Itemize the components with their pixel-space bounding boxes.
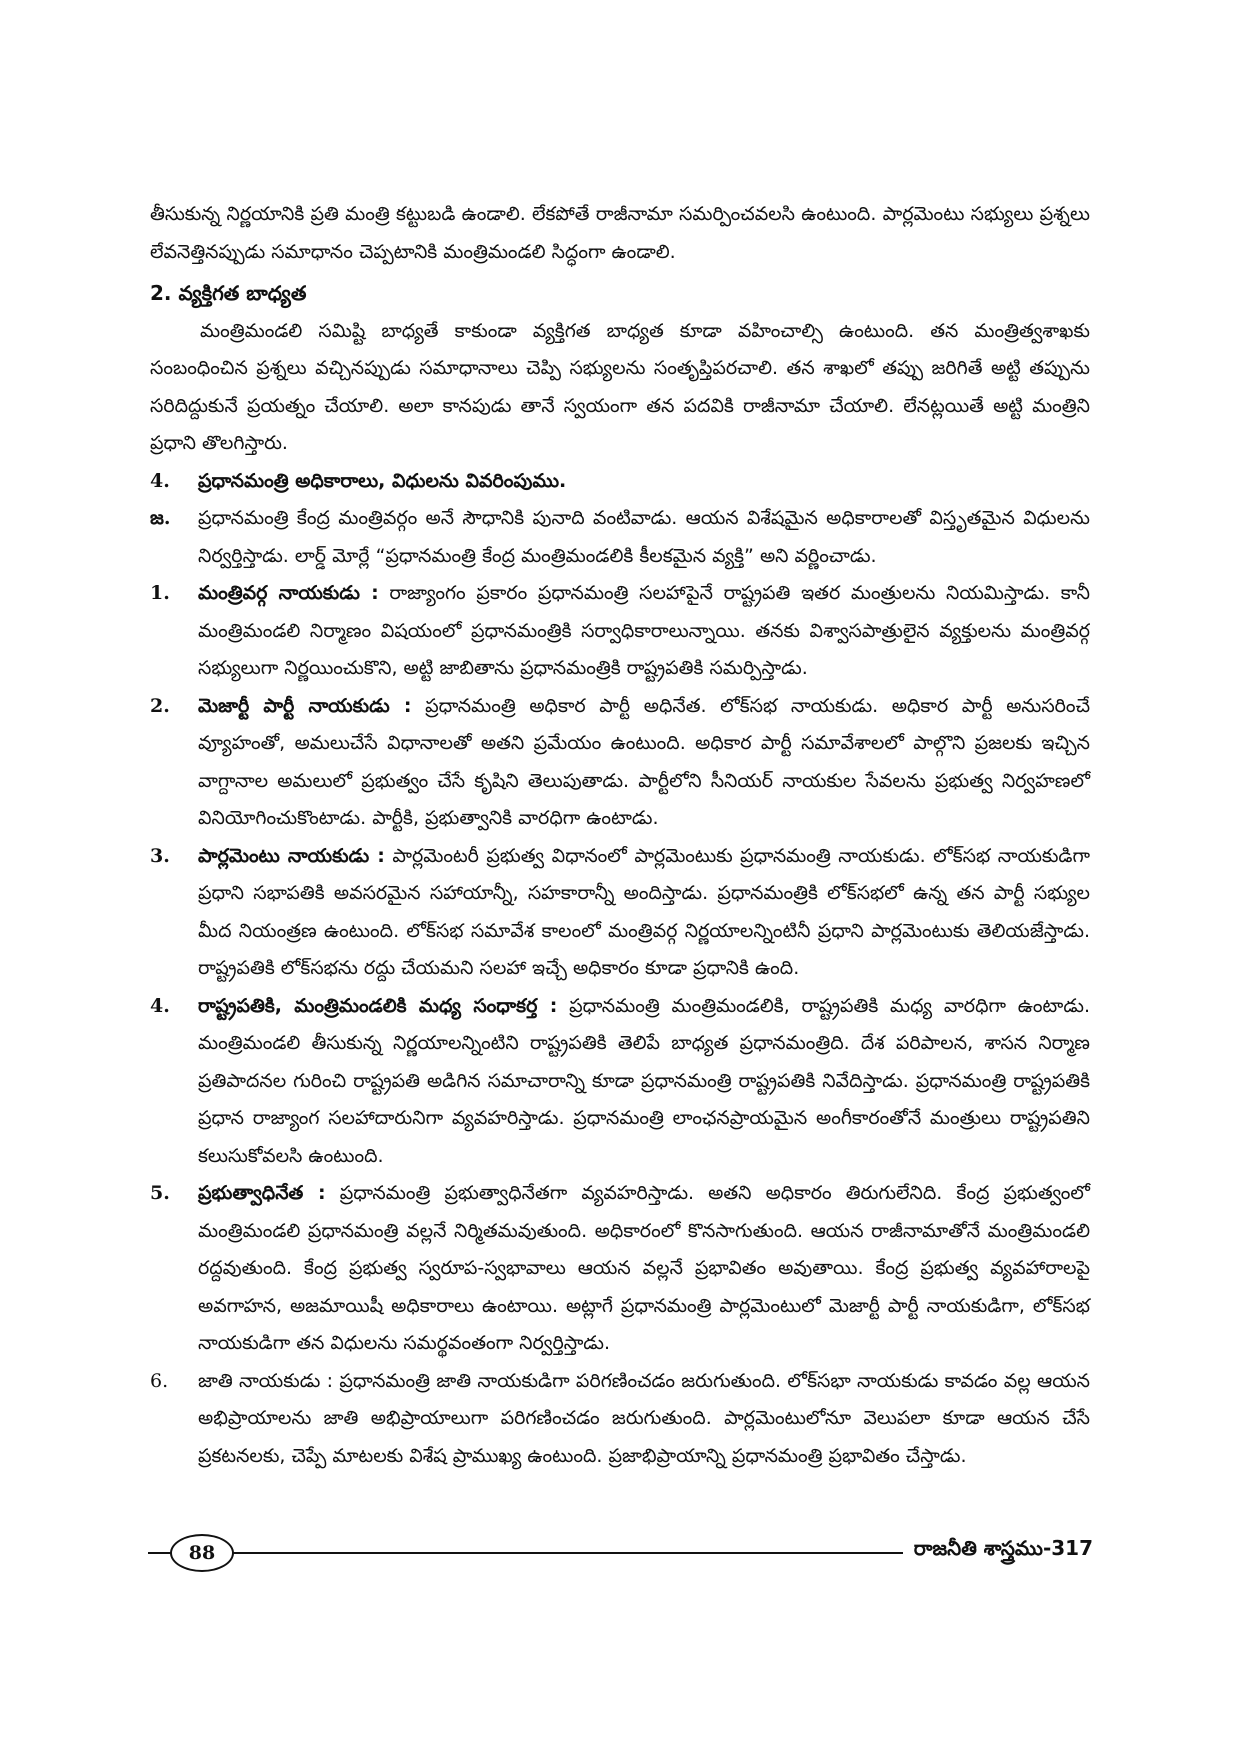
list-item-3 [150,838,1090,988]
question-text: ప్రధానమంత్రి అధికారాలు, విధులను వివరింపుము. [198,469,567,492]
list-item-body [198,1175,1090,1363]
list-item-1 [150,575,1090,688]
list-item-5 [150,1175,1090,1363]
list-item-body [198,688,1090,838]
page-footer [148,1532,1093,1572]
section-heading: 2. వ్యక్తిగత బాధ్యత [150,281,307,305]
question-number: 4. [150,469,170,492]
list-item-number: 6. [150,1369,169,1392]
list-item-text: జాతి నాయకుడు : ప్రధానమంత్రి జాతి నాయకుడిగా పరిగణించడం జరుగుతుంది. లోక్‌సభా నాయకుడు కావడం వల్ల ఆయన అభిప్రాయాలను జాతి అభిప్రాయాలుగా పరిగణించడం జరుగుతుంది. పార్లమెంటులోనూ వెలుపలా కూడా ఆయన చేసే ప్రకటనలకు, చెప్పే మాటలకు విశేష ప్రాముఖ్య ఉంటుంది. ప్రజాభిప్రాయాన్ని ప్రధానమంత్రి ప్రభావితం చేస్తాడు. [198,1369,1090,1467]
list-item-body [198,1363,1090,1476]
answer-row [150,500,1090,575]
list-item-term: ప్రభుత్వాధినేత : [198,1182,326,1204]
list-item-body [198,575,1090,688]
list-item-term: మంత్రివర్గ నాయకుడు : [198,582,379,604]
book-title: రాజనీతి శాస్త్రము-317 [913,1536,1093,1560]
list-item-number: 5. [150,1182,170,1204]
paragraph-continuation: తీసుకున్న నిర్ణయానికి ప్రతి మంత్రి కట్టుబడి ఉండాలి. లేకపోతే రాజీనామా సమర్పించవలసి ఉంటుంది. పార్లమెంటు సభ్యులు ప్రశ్నలు లేవనెత్తినప్పుడు సమాధానం చెప్పటానికి మంత్రిమండలి సిద్ధంగా ఉండాలి. [150,203,1090,263]
list-item-2 [150,688,1090,838]
answer-intro: ప్రధానమంత్రి కేంద్ర మంత్రివర్గం అనే సౌధానికి పునాది వంటివాడు. ఆయన విశేషమైన అధికారాలతో విస్తృతమైన విధులను నిర్వర్తిస్తాడు. లార్డ్ మోర్లే “ప్రధానమంత్రి కేంద్ర మంత్రిమండలికి కీలకమైన వ్యక్తి” అని వర్ణించాడు. [198,507,1090,567]
list-item-number: 2. [150,694,170,717]
list-item-term: పార్లమెంటు నాయకుడు : [198,844,385,867]
footer-rule [148,1552,903,1554]
answer-label: జ. [150,507,171,529]
list-item-body [198,988,1090,1176]
list-item-text: రాజ్యాంగం ప్రకారం ప్రధానమంత్రి సలహాపైనే రాష్ట్రపతి ఇతర మంత్రులను నియమిస్తాడు. కానీ మంత్రిమండలి నిర్మాణం విషయంలో ప్రధానమంత్రికి సర్వాధికారాలున్నాయి. తనకు విశ్వాసపాత్రులైన వ్యక్తులను మంత్రివర్గ సభ్యులుగా నిర్ణయించుకొని, అట్టి జాబితాను ప్రధానమంత్రికి రాష్ట్రపతికి సమర్పిస్తాడు. [198,582,1090,679]
list-item-number: 1. [150,582,170,604]
list-item-4 [150,988,1090,1176]
page-number: 88 [170,1534,234,1572]
list-item-text: పార్లమెంటరీ ప్రభుత్వ విధానంలో పార్లమెంటుకు ప్రధానమంత్రి నాయకుడు. లోక్‌సభ నాయకుడిగా ప్రధాని సభాపతికి అవసరమైన సహాయాన్నీ, సహకారాన్నీ అందిస్తాడు. ప్రధానమంత్రికి లోక్‌సభలో ఉన్న తన పార్టీ సభ్యుల మీద నియంత్రణ ఉంటుంది. లోక్‌సభ సమావేశ కాలంలో మంత్రివర్గ నిర్ణయాలన్నింటినీ ప్రధాని పార్లమెంటుకు తెలియజేస్తాడు. రాష్ట్రపతికి లోక్‌సభను రద్దు చేయమని సలహా ఇచ్చే అధికారం కూడా ప్రధానికి ఉంది. [198,844,1090,979]
list-item-term: రాష్ట్రపతికి, మంత్రిమండలికి మధ్య సంధాకర్త : [198,994,558,1017]
paragraph-individual-responsibility: మంత్రిమండలి సమిష్టి బాధ్యతే కాకుండా వ్యక్తిగత బాధ్యత కూడా వహించాల్సి ఉంటుంది. తన మంత్రిత్వశాఖకు సంబంధించిన ప్రశ్నలు వచ్చినప్పుడు సమాధానాలు చెప్పి సభ్యులను సంతృప్తిపరచాలి. తన శాఖలో తప్పు జరిగితే అట్టి తప్పును సరిదిద్దుకునే ప్రయత్నం చేయాలి. అలా కానపుడు తానే స్వయంగా తన పదవికి రాజీనామా చేయాలి. లేనట్లయితే అట్టి మంత్రిని ప్రధాని తొలగిస్తారు. [150,319,1090,454]
list-item-6 [150,1363,1090,1476]
list-item-body [198,838,1090,988]
list-item-text: ప్రధానమంత్రి మంత్రిమండలికి, రాష్ట్రపతికి మధ్య వారధిగా ఉంటాడు. మంత్రిమండలి తీసుకున్న నిర్ణయాలన్నింటిని రాష్ట్రపతికి తెలిపే బాధ్యత ప్రధానమంత్రిది. దేశ పరిపాలన, శాసన నిర్మాణ ప్రతిపాదనల గురించి రాష్ట్రపతి అడిగిన సమాచారాన్ని కూడా ప్రధానమంత్రి రాష్ట్రపతికి నివేదిస్తాడు. ప్రధానమంత్రి రాష్ట్రపతికి ప్రధాన రాజ్యాంగ సలహాదారునిగా వ్యవహరిస్తాడు. ప్రధానమంత్రి లాంఛనప్రాయమైన అంగీకారంతోనే మంత్రులు రాష్ట్రపతిని కలుసుకోవలసి ఉంటుంది. [198,994,1091,1167]
page-content [150,196,1090,1475]
list-item-term: మెజార్టీ పార్టీ నాయకుడు : [198,694,412,717]
question-row [150,463,1090,501]
list-item-number: 3. [150,844,170,867]
list-item-text: ప్రధానమంత్రి అధికార పార్టీ అధినేత. లోక్‌సభ నాయకుడు. అధికార పార్టీ అనుసరించే వ్యూహంతో, అమలుచేసే విధానాలతో అతని ప్రమేయం ఉంటుంది. అధికార పార్టీ సమావేశాలలో పాల్గొని ప్రజలకు ఇచ్చిన వాగ్దానాల అమలులో ప్రభుత్వం చేసే కృషిని తెలుపుతాడు. పార్టీలోని సీనియర్ నాయకుల సేవలను ప్రభుత్వ నిర్వహణలో వినియోగించుకొంటాడు. పార్టీకి, ప్రభుత్వానికి వారధిగా ఉంటాడు. [198,694,1091,829]
list-item-number: 4. [150,994,170,1017]
list-item-text: ప్రధానమంత్రి ప్రభుత్వాధినేతగా వ్యవహరిస్తాడు. అతని అధికారం తిరుగులేనిది. కేంద్ర ప్రభుత్వంలో మంత్రిమండలి ప్రధానమంత్రి వల్లనే నిర్మితమవుతుంది. అధికారంలో కొనసాగుతుంది. ఆయన రాజీనామాతోనే మంత్రిమండలి రద్దవుతుంది. కేంద్ర ప్రభుత్వ స్వరూప-స్వభావాలు ఆయన వల్లనే ప్రభావితం అవుతాయి. కేంద్ర ప్రభుత్వ వ్యవహారాలపై అవగాహన, అజమాయిషీ అధికారాలు ఉంటాయి. అట్లాగే ప్రధానమంత్రి పార్లమెంటులో మెజార్టీ పార్టీ నాయకుడిగా, లోక్‌సభ నాయకుడిగా తన విధులను సమర్థవంతంగా నిర్వర్తిస్తాడు. [198,1182,1090,1354]
